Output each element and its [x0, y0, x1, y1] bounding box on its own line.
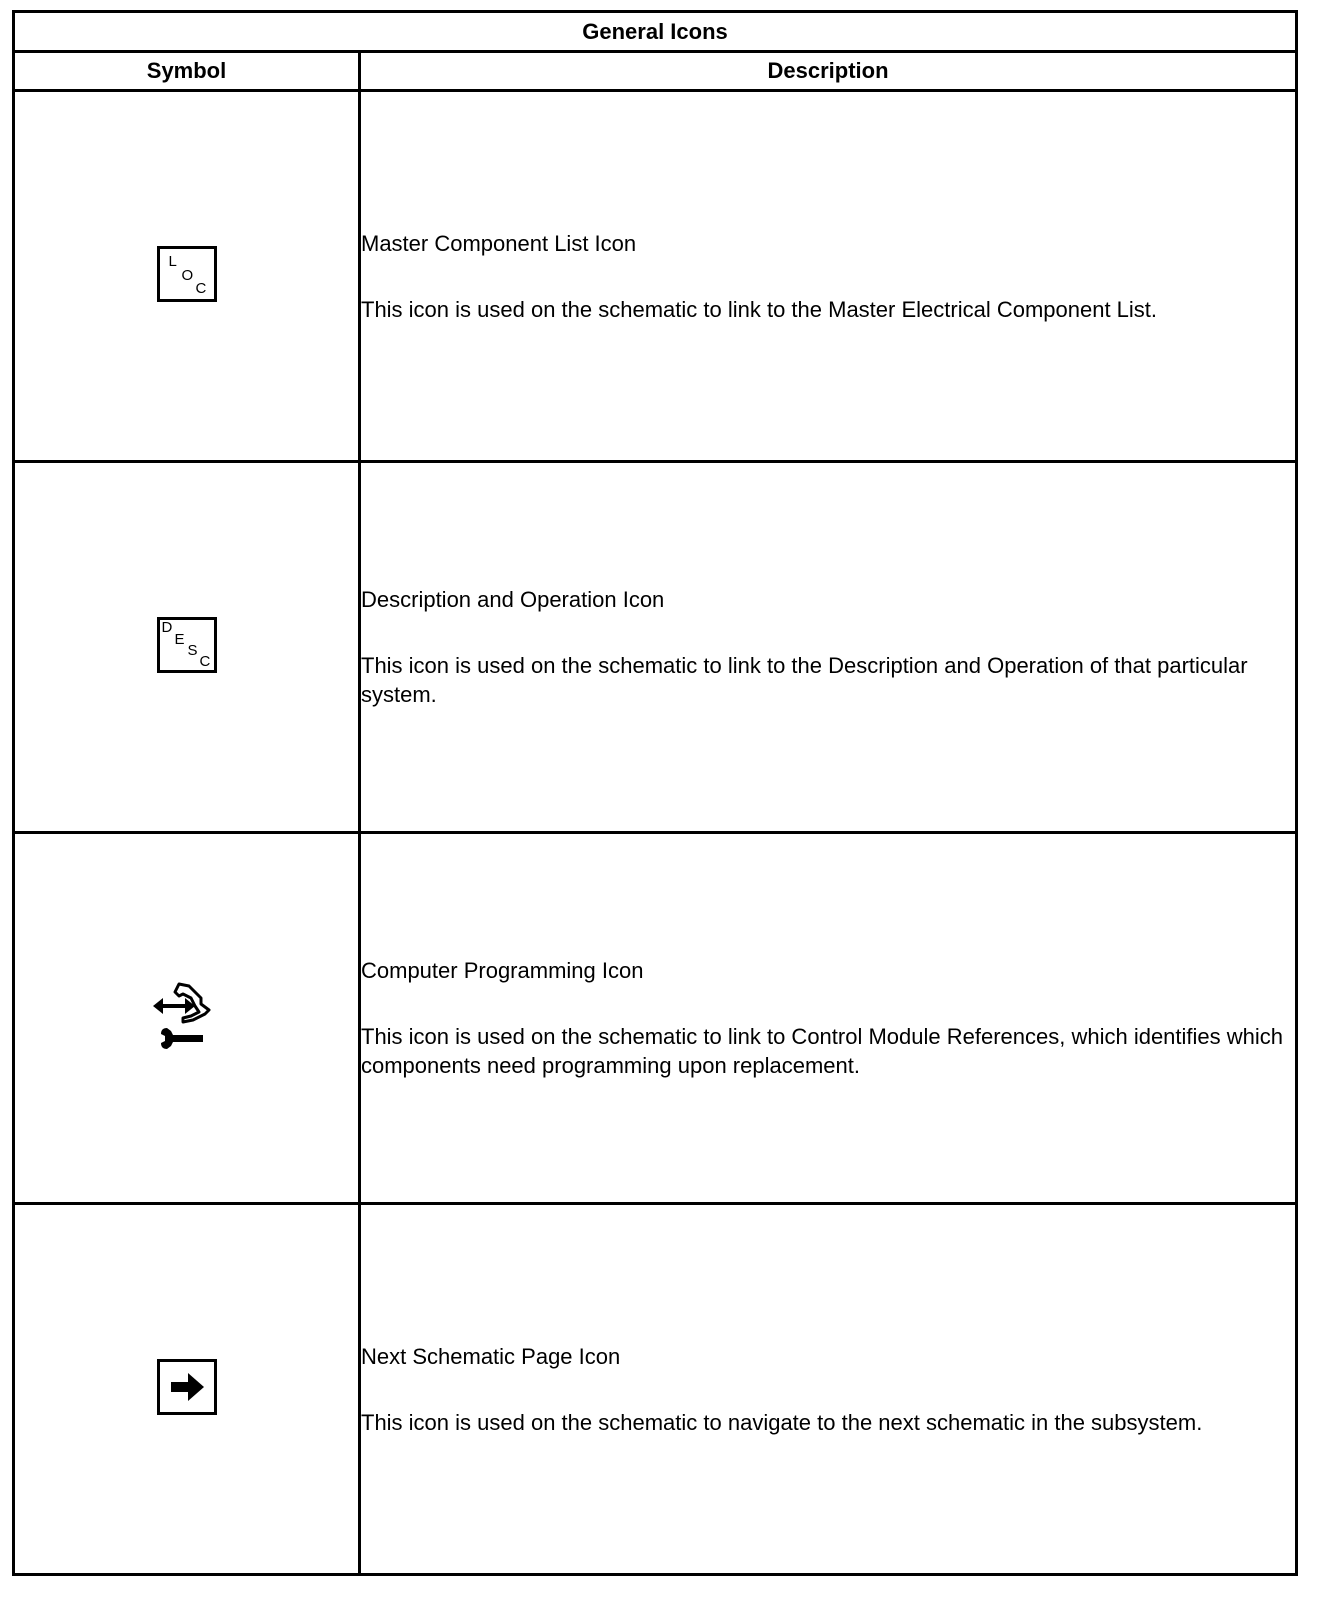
arrow-right-icon — [160, 1362, 214, 1412]
description-column-header: Description — [360, 52, 1297, 91]
icon-name: Computer Programming Icon — [361, 958, 644, 983]
icon-description: This icon is used on the schematic to link to the Master Electrical Component List. — [361, 296, 1158, 322]
desc-icon-letter: S — [187, 641, 198, 659]
general-icons-table — [12, 10, 1298, 1576]
desc-icon-letter: D — [161, 618, 173, 636]
computer-programming-icon — [151, 980, 223, 1052]
loc-icon-letter: L — [168, 252, 177, 270]
loc-icon — [157, 246, 217, 302]
next-page-arrow-icon — [157, 1359, 217, 1415]
loc-icon-letter: O — [181, 266, 194, 284]
desc-icon — [157, 617, 217, 673]
icon-description: This icon is used on the schematic to navigate to the next schematic in the subsystem. — [361, 1409, 1203, 1435]
table-title-row — [14, 12, 1297, 52]
symbol-cell — [14, 462, 360, 833]
icon-name: Next Schematic Page Icon — [361, 1343, 621, 1369]
desc-icon-letter: E — [174, 630, 185, 648]
symbol-column-header: Symbol — [14, 52, 360, 91]
table-row — [14, 462, 1297, 833]
table-title: General Icons — [14, 12, 1297, 52]
symbol-cell — [14, 833, 360, 1204]
symbol-cell — [14, 1204, 360, 1575]
description-cell — [360, 1204, 1297, 1575]
table-row — [14, 1204, 1297, 1575]
desc-icon-letter: C — [199, 652, 211, 670]
table-row — [14, 91, 1297, 462]
icon-name: Description and Operation Icon — [361, 587, 665, 612]
symbol-cell — [14, 91, 360, 462]
description-cell — [360, 91, 1297, 462]
icon-description: This icon is used on the schematic to link to Control Module References, which identifies which components need programming upon replacement. — [361, 1024, 1284, 1078]
description-cell — [360, 833, 1297, 1204]
table-row — [14, 833, 1297, 1204]
loc-icon-letter: C — [195, 279, 207, 297]
icon-name: Master Component List Icon — [361, 230, 637, 256]
icon-description: This icon is used on the schematic to link to the Description and Operation of that particular system. — [361, 653, 1248, 707]
table-header-row — [14, 52, 1297, 91]
description-cell — [360, 462, 1297, 833]
